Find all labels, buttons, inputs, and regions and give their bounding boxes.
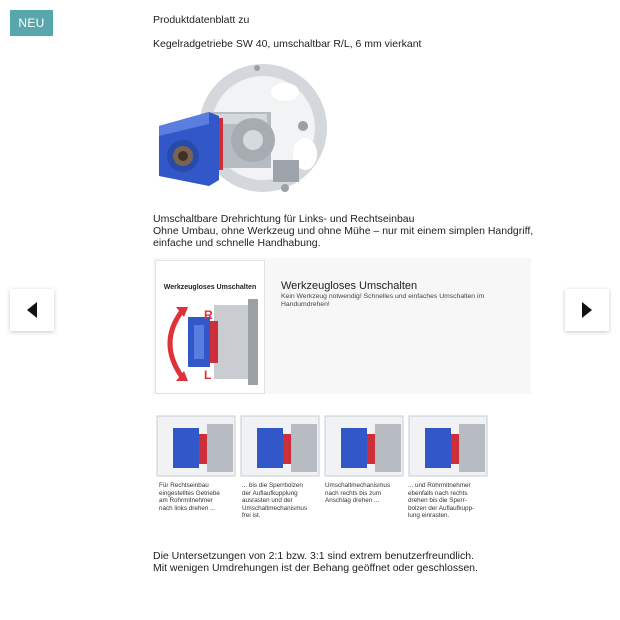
step-2-caption: ... bis die Sperrbolzen der Auflaufkupplung ausrasten und der Umschaltmechanismus frei ist. bbox=[242, 482, 308, 520]
next-slide-button[interactable] bbox=[565, 289, 609, 331]
arrow-right-icon bbox=[580, 301, 594, 319]
product-title: Kegelradgetriebe SW 40, umschaltbar R/L, 6 mm vierkant bbox=[153, 38, 422, 50]
switching-title: Werkzeugloses Umschalten bbox=[281, 280, 418, 292]
step-1-caption: Für Rechtseinbau eingestelltes Getriebe am Rohrmitnehmer nach links drehen ... bbox=[159, 482, 220, 512]
footer-line-2: Mit wenigen Umdrehungen ist der Behang geöffnet oder geschlossen. bbox=[153, 562, 478, 574]
right-label: R bbox=[204, 308, 213, 322]
step-2-image bbox=[241, 416, 319, 476]
left-label: L bbox=[204, 368, 212, 382]
gearbox-product-image bbox=[153, 60, 339, 210]
arrow-left-icon bbox=[25, 301, 39, 319]
switching-subtitle-line-1: Kein Werkzeug notwendig! Schnelles und einfaches Umschalten im bbox=[281, 293, 485, 300]
description-line-1: Umschaltbare Drehrichtung für Links- und Rechtseinbau bbox=[153, 213, 415, 225]
switching-steps-images bbox=[153, 410, 493, 480]
step-4-image bbox=[409, 416, 487, 476]
footer-line-1: Die Untersetzungen von 2:1 bzw. 3:1 sind extrem benutzerfreundlich. bbox=[153, 550, 475, 562]
new-badge: NEU bbox=[10, 10, 53, 36]
step-3-image bbox=[325, 416, 403, 476]
switching-detail-box bbox=[155, 260, 265, 394]
prev-slide-button[interactable] bbox=[10, 289, 54, 331]
step-4-caption: ... und Rohrmitnehmer ebenfalls nach rechts drehen bis die Sperr- bolzen der Auflaufkupp- lung einrasten. bbox=[408, 482, 475, 520]
step-3-caption: Umschaltmechanismus nach rechts bis zum Anschlag drehen ... bbox=[325, 482, 391, 505]
step-1-image bbox=[157, 416, 235, 476]
switching-figure bbox=[153, 258, 531, 394]
description-line-3: einfache und schnelle Handhabung. bbox=[153, 237, 321, 249]
switching-box-title: Werkzeugloses Umschalten bbox=[163, 284, 257, 291]
datasheet-heading: Produktdatenblatt zu bbox=[153, 14, 250, 26]
switching-subtitle-line-2: Handumdrehen! bbox=[281, 301, 330, 308]
description-line-2: Ohne Umbau, ohne Werkzeug und ohne Mühe – nur mit einem simplen Handgriff, bbox=[153, 225, 534, 237]
switching-steps-figure bbox=[153, 410, 493, 530]
